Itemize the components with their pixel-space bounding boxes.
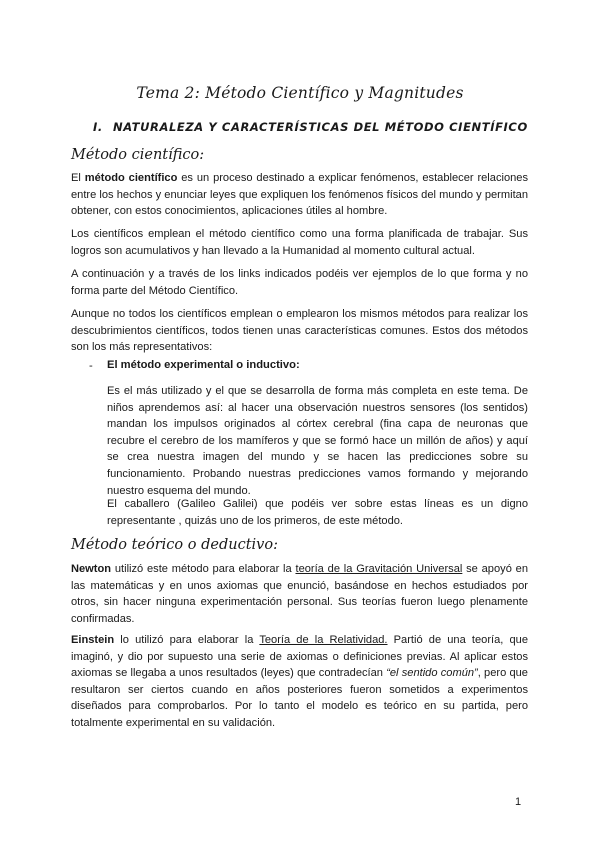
newton-name: Newton — [71, 563, 112, 575]
page-number: 1 — [515, 796, 522, 808]
bullet-experimental-method: El método experimental o inductivo: — [107, 359, 300, 371]
section-heading-text: NATURALEZA Y CARACTERÍSTICAS DEL MÉTODO CIENTÍFICO — [113, 120, 528, 134]
section-number: I. — [93, 120, 103, 134]
paragraph-newton — [71, 561, 528, 627]
paragraph-newton-pre: utilizó este método para elaborar la — [111, 563, 296, 575]
paragraph-scientists: Los científicos emplean el método científico como una forma planificada de trabajar. Sus logros son acumulativos y han llevado a la Humanidad al momento cultural actual. — [71, 228, 528, 257]
paragraph-einstein — [71, 632, 528, 732]
paragraph-einstein-rest: , pero que resultaron ser ciertos cuando en años posteriores fueron sometidos a experimentos diseñados para comprobarlos. Por lo tanto el modelo es teórico en su partida, pero totalmente experimental en su validación. — [71, 667, 528, 729]
bullet-marker: - — [89, 360, 93, 372]
paragraph-definition-rest: es un proceso destinado a explicar fenómenos, establecer relaciones entre los hechos y enunciar leyes que expliquen los fenómenos físicos del mundo y permitan obtener, con estos conocimientos, aplicaciones útiles al hombre. — [71, 172, 529, 218]
page-title: Tema 2: Método Científico y Magnitudes — [136, 84, 464, 102]
paragraph-experimental: Es el más utilizado y el que se desarrolla de forma más completa en este tema. De niños aprendemos así: al hacer una observación nuestros sensores (los sentidos) mandan los impulsos originados al córtex cerebral (fina capa de neuronas que recubre el cerebro de los mamíferos y que se formó hace un millón de años) y aquí se crea nuestra imagen del mundo y se hacen las predicciones sobre su funcionamiento. Probando nuestras predicciones vamos formando y mejorando nuestro esquema del mundo. — [107, 385, 528, 497]
paragraph-newton-rest: se apoyó en las matemáticas y en unos axiomas que enunció, basándose en hechos estudiados por otros, sin hacer ninguna experimentación personal. Sus teorías fueron luego plenamente confirmadas. — [71, 563, 528, 625]
paragraph-einstein-pre: lo utilizó para elaborar la — [114, 634, 260, 646]
paragraph-definition — [71, 170, 528, 220]
paragraph-methods: Aunque no todos los científicos emplean o emplearon los mismos métodos para realizar los descubrimientos científicos, todos tienen unas características comunes. Estos dos métodos son los más representativos: — [71, 308, 528, 354]
paragraph-links: A continuación y a través de los links indicados podéis ver ejemplos de lo que forma y no forma parte del Método Científico. — [71, 268, 528, 297]
common-sense-quote: “el sentido común” — [386, 667, 478, 680]
link-gravitation-theory[interactable]: teoría de la Gravitación Universal — [295, 563, 463, 575]
section-heading — [93, 120, 528, 134]
paragraph-definition-bold: método científico — [84, 172, 178, 184]
subheading-scientific-method: Método científico: — [71, 147, 205, 163]
paragraph-definition-pre: El — [71, 172, 85, 184]
subheading-theoretical-method: Método teórico o deductivo: — [71, 537, 278, 553]
link-relativity-theory[interactable]: Teoría de la Relatividad. — [259, 634, 388, 646]
paragraph-einstein-mid: Partió de una teoría, que imaginó, y dio por supuesto una serie de axiomas o definiciones previas. Al aplicar estos axiomas se llegaba a unos resultados (leyes) que contradecían — [71, 634, 528, 680]
einstein-name: Einstein — [71, 634, 115, 646]
paragraph-galileo: El caballero (Galileo Galilei) que podéis ver sobre estas líneas es un digno representante , quizás uno de los primeros, de este método. — [107, 498, 528, 527]
